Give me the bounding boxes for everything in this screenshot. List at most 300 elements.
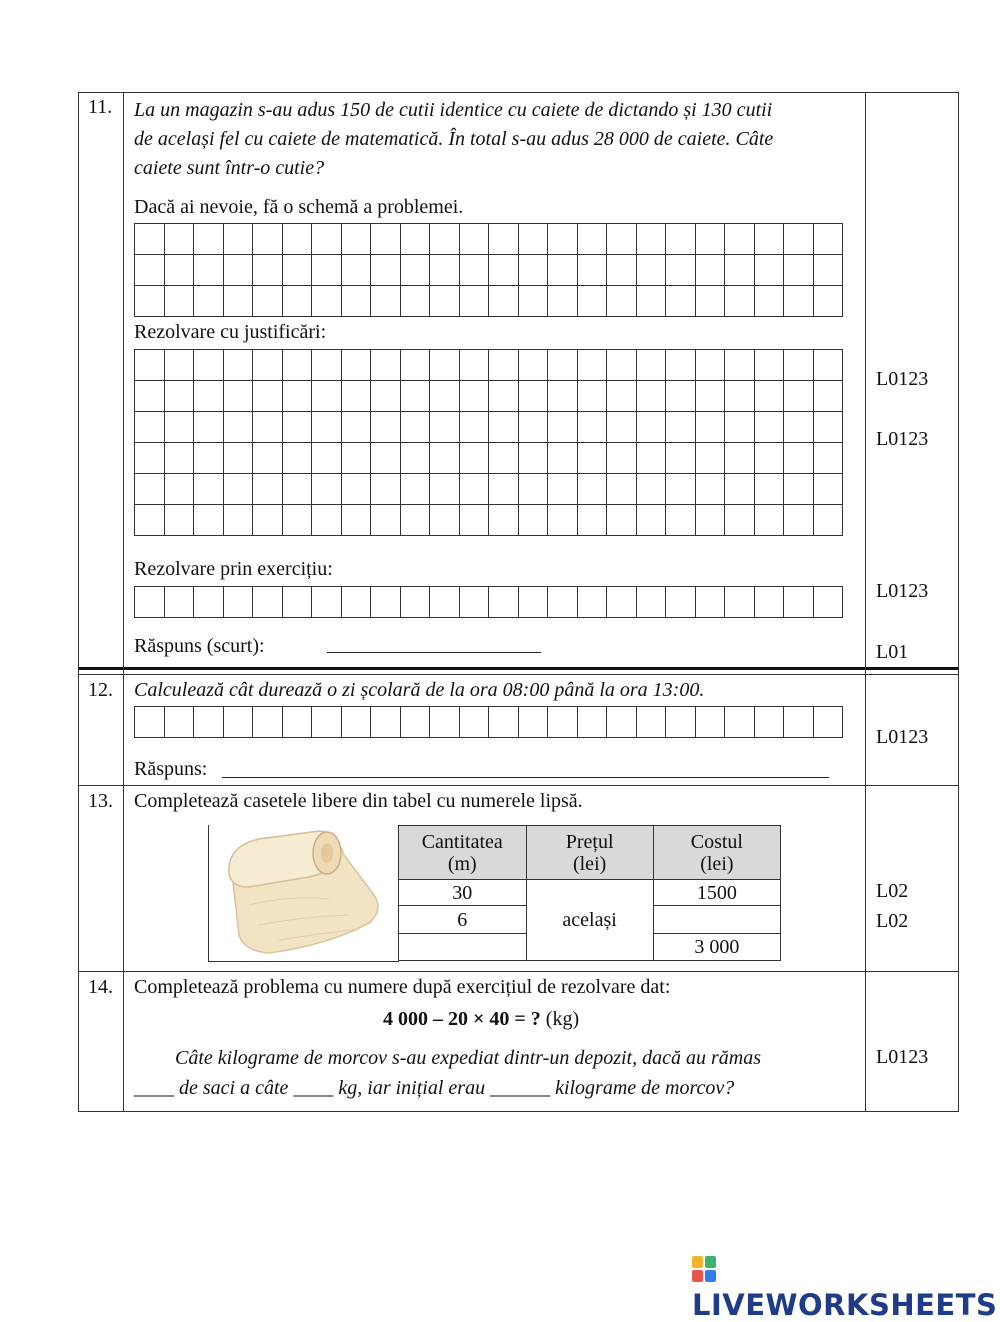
grid-cell[interactable]	[253, 505, 283, 536]
grid-cell[interactable]	[813, 350, 843, 381]
grid-cell[interactable]	[695, 381, 725, 412]
grid-cell[interactable]	[341, 381, 371, 412]
grid-cell[interactable]	[312, 474, 342, 505]
grid-cell[interactable]	[459, 286, 489, 317]
grid-cell[interactable]	[223, 443, 253, 474]
q13-number: 13.	[88, 790, 113, 812]
grid-cell[interactable]	[607, 224, 637, 255]
grid-cell[interactable]	[459, 412, 489, 443]
grid-cell[interactable]	[194, 707, 224, 738]
grid-cell[interactable]	[636, 412, 666, 443]
grid-cell[interactable]	[577, 474, 607, 505]
q13-table	[398, 825, 781, 961]
grid-cell[interactable]	[135, 255, 165, 286]
grid-cell[interactable]	[725, 587, 755, 618]
grid-cell[interactable]	[577, 505, 607, 536]
grid-cell[interactable]	[607, 381, 637, 412]
grid-cell[interactable]	[784, 224, 814, 255]
grid-cell[interactable]	[607, 587, 637, 618]
grid-cell[interactable]	[341, 474, 371, 505]
grid-cell[interactable]	[636, 381, 666, 412]
grid-cell[interactable]	[754, 286, 784, 317]
grid-cell[interactable]	[194, 412, 224, 443]
q11-justify-grid[interactable]	[134, 349, 843, 536]
grid-cell[interactable]	[400, 587, 430, 618]
grid-cell[interactable]	[194, 587, 224, 618]
grid-cell[interactable]	[666, 224, 696, 255]
grid-cell[interactable]	[341, 443, 371, 474]
grid-cell[interactable]	[725, 286, 755, 317]
grid-cell[interactable]	[371, 587, 401, 618]
grid-cell[interactable]	[459, 255, 489, 286]
grid-cell[interactable]	[194, 474, 224, 505]
q11-score-3: L0123	[876, 580, 929, 602]
grid-cell[interactable]	[754, 350, 784, 381]
grid-cell[interactable]	[607, 707, 637, 738]
grid-cell[interactable]	[695, 286, 725, 317]
grid-cell[interactable]	[341, 505, 371, 536]
grid-cell[interactable]	[223, 255, 253, 286]
grid-cell[interactable]	[400, 350, 430, 381]
grid-cell[interactable]	[312, 587, 342, 618]
grid-cell[interactable]	[164, 381, 194, 412]
grid-cell[interactable]	[695, 474, 725, 505]
grid-cell[interactable]	[695, 350, 725, 381]
grid-cell[interactable]	[282, 505, 312, 536]
grid-cell[interactable]	[253, 707, 283, 738]
grid-cell[interactable]	[695, 443, 725, 474]
grid-cell[interactable]	[725, 443, 755, 474]
grid-cell[interactable]	[518, 412, 548, 443]
grid-cell[interactable]	[253, 381, 283, 412]
grid-cell[interactable]	[784, 474, 814, 505]
grid-cell[interactable]	[430, 587, 460, 618]
grid-cell[interactable]	[636, 505, 666, 536]
grid-cell[interactable]	[371, 255, 401, 286]
grid-cell[interactable]	[135, 587, 165, 618]
grid-cell[interactable]	[518, 381, 548, 412]
grid-cell[interactable]	[754, 474, 784, 505]
q11-answer-label: Răspuns (scurt):	[134, 635, 265, 657]
grid-cell[interactable]	[754, 587, 784, 618]
grid-cell[interactable]	[489, 474, 519, 505]
grid-cell[interactable]	[371, 381, 401, 412]
cell-price-same: același	[526, 880, 653, 961]
q14-score: L0123	[876, 1046, 929, 1068]
grid-cell[interactable]	[223, 587, 253, 618]
grid-cell[interactable]	[518, 587, 548, 618]
grid-cell[interactable]	[666, 381, 696, 412]
q13-score-2: L02	[876, 910, 909, 932]
grid-cell[interactable]	[282, 224, 312, 255]
grid-cell[interactable]	[607, 505, 637, 536]
grid-cell[interactable]	[223, 474, 253, 505]
grid-cell[interactable]	[666, 286, 696, 317]
liveworksheets-logo-icon	[692, 1256, 718, 1284]
grid-cell[interactable]	[666, 443, 696, 474]
grid-cell[interactable]	[548, 474, 578, 505]
grid-cell[interactable]	[400, 255, 430, 286]
header-cost: Costul (lei)	[653, 826, 780, 880]
grid-cell[interactable]	[577, 381, 607, 412]
cell-quantity-3-input[interactable]	[399, 934, 527, 961]
grid-cell[interactable]	[489, 224, 519, 255]
grid-cell[interactable]	[607, 286, 637, 317]
grid-cell[interactable]	[666, 707, 696, 738]
grid-cell[interactable]	[725, 350, 755, 381]
grid-cell[interactable]	[430, 381, 460, 412]
grid-cell[interactable]	[666, 412, 696, 443]
grid-cell[interactable]	[194, 255, 224, 286]
grid-cell[interactable]	[489, 381, 519, 412]
grid-cell[interactable]	[813, 443, 843, 474]
grid-cell[interactable]	[577, 286, 607, 317]
header-price: Prețul (lei)	[526, 826, 653, 880]
grid-cell[interactable]	[371, 474, 401, 505]
grid-cell[interactable]	[341, 255, 371, 286]
grid-cell[interactable]	[253, 412, 283, 443]
grid-cell[interactable]	[459, 443, 489, 474]
grid-cell[interactable]	[282, 474, 312, 505]
grid-cell[interactable]	[548, 286, 578, 317]
q12-score: L0123	[876, 726, 929, 748]
grid-cell[interactable]	[223, 286, 253, 317]
grid-cell[interactable]	[813, 412, 843, 443]
grid-cell[interactable]	[695, 707, 725, 738]
grid-cell[interactable]	[400, 381, 430, 412]
grid-cell[interactable]	[253, 587, 283, 618]
grid-cell[interactable]	[400, 286, 430, 317]
grid-cell[interactable]	[253, 255, 283, 286]
q11-schema-label: Dacă ai nevoie, fă o schemă a problemei.	[134, 196, 464, 218]
grid-cell[interactable]	[666, 474, 696, 505]
grid-cell[interactable]	[164, 286, 194, 317]
grid-cell[interactable]	[459, 505, 489, 536]
grid-cell[interactable]	[607, 255, 637, 286]
grid-cell[interactable]	[371, 707, 401, 738]
grid-cell[interactable]	[518, 474, 548, 505]
grid-cell[interactable]	[430, 350, 460, 381]
grid-cell[interactable]	[341, 707, 371, 738]
q14-formula-expression: 4 000 – 20 × 40 = ?	[383, 1008, 541, 1030]
grid-cell[interactable]	[666, 350, 696, 381]
grid-cell[interactable]	[341, 412, 371, 443]
grid-cell[interactable]	[223, 224, 253, 255]
grid-cell[interactable]	[312, 381, 342, 412]
grid-cell[interactable]	[430, 255, 460, 286]
grid-cell[interactable]	[725, 474, 755, 505]
grid-cell[interactable]	[430, 412, 460, 443]
grid-cell[interactable]	[607, 474, 637, 505]
grid-cell[interactable]	[813, 286, 843, 317]
grid-cell[interactable]	[282, 443, 312, 474]
grid-cell[interactable]	[518, 224, 548, 255]
grid-cell[interactable]	[164, 707, 194, 738]
q14-formula	[383, 1008, 579, 1031]
grid-cell[interactable]	[813, 505, 843, 536]
grid-cell[interactable]	[371, 505, 401, 536]
grid-cell[interactable]	[784, 443, 814, 474]
grid-cell[interactable]	[312, 412, 342, 443]
grid-cell[interactable]	[607, 350, 637, 381]
q11-score-2: L0123	[876, 428, 929, 450]
grid-cell[interactable]	[164, 474, 194, 505]
grid-cell[interactable]	[400, 412, 430, 443]
grid-cell[interactable]	[371, 443, 401, 474]
q12-work-grid[interactable]	[134, 706, 843, 738]
grid-cell[interactable]	[607, 412, 637, 443]
grid-cell[interactable]	[754, 224, 784, 255]
grid-cell[interactable]	[695, 412, 725, 443]
grid-cell[interactable]	[813, 474, 843, 505]
grid-cell[interactable]	[430, 443, 460, 474]
q13-bottom-border	[78, 971, 959, 972]
grid-cell[interactable]	[282, 381, 312, 412]
grid-cell[interactable]	[489, 412, 519, 443]
grid-cell[interactable]	[430, 224, 460, 255]
grid-cell[interactable]	[489, 443, 519, 474]
grid-cell[interactable]	[312, 255, 342, 286]
grid-cell[interactable]	[164, 505, 194, 536]
grid-cell[interactable]	[754, 443, 784, 474]
grid-cell[interactable]	[253, 350, 283, 381]
grid-cell[interactable]	[813, 381, 843, 412]
grid-cell[interactable]	[253, 224, 283, 255]
grid-cell[interactable]	[636, 587, 666, 618]
grid-cell[interactable]	[548, 505, 578, 536]
grid-cell[interactable]	[459, 350, 489, 381]
grid-cell[interactable]	[548, 255, 578, 286]
grid-cell[interactable]	[784, 707, 814, 738]
grid-cell[interactable]	[312, 443, 342, 474]
cell-quantity-1: 30	[399, 880, 527, 906]
header-quantity: Cantitatea (m)	[399, 826, 527, 880]
grid-cell[interactable]	[282, 707, 312, 738]
grid-cell[interactable]	[194, 350, 224, 381]
cell-cost-2-input[interactable]	[653, 906, 780, 934]
grid-cell[interactable]	[577, 412, 607, 443]
q11-answer-field[interactable]	[327, 652, 541, 653]
grid-cell[interactable]	[400, 443, 430, 474]
grid-cell[interactable]	[164, 587, 194, 618]
grid-cell[interactable]	[164, 255, 194, 286]
grid-cell[interactable]	[784, 350, 814, 381]
grid-cell[interactable]	[636, 707, 666, 738]
grid-cell[interactable]	[518, 505, 548, 536]
grid-cell[interactable]	[341, 224, 371, 255]
q13-score-1: L02	[876, 880, 909, 902]
grid-cell[interactable]	[577, 255, 607, 286]
grid-cell[interactable]	[135, 286, 165, 317]
grid-cell[interactable]	[312, 224, 342, 255]
grid-cell[interactable]	[813, 224, 843, 255]
grid-cell[interactable]	[725, 707, 755, 738]
grid-cell[interactable]	[253, 286, 283, 317]
grid-cell[interactable]	[636, 350, 666, 381]
grid-cell[interactable]	[400, 707, 430, 738]
grid-cell[interactable]	[489, 707, 519, 738]
grid-cell[interactable]	[518, 443, 548, 474]
grid-cell[interactable]	[784, 505, 814, 536]
grid-cell[interactable]	[636, 286, 666, 317]
grid-cell[interactable]	[518, 286, 548, 317]
grid-cell[interactable]	[577, 707, 607, 738]
grid-cell[interactable]	[813, 707, 843, 738]
grid-cell[interactable]	[784, 255, 814, 286]
grid-cell[interactable]	[518, 350, 548, 381]
grid-cell[interactable]	[282, 412, 312, 443]
grid-cell[interactable]	[371, 224, 401, 255]
grid-cell[interactable]	[341, 350, 371, 381]
grid-cell[interactable]	[489, 286, 519, 317]
grid-cell[interactable]	[548, 224, 578, 255]
grid-cell[interactable]	[666, 255, 696, 286]
grid-cell[interactable]	[725, 505, 755, 536]
grid-cell[interactable]	[577, 587, 607, 618]
grid-cell[interactable]	[636, 255, 666, 286]
grid-cell[interactable]	[754, 707, 784, 738]
grid-cell[interactable]	[548, 412, 578, 443]
grid-cell[interactable]	[223, 350, 253, 381]
number-column-divider	[123, 92, 124, 1112]
grid-cell[interactable]	[754, 381, 784, 412]
grid-cell[interactable]	[518, 707, 548, 738]
grid-cell[interactable]	[282, 587, 312, 618]
grid-cell[interactable]	[725, 224, 755, 255]
grid-cell[interactable]	[194, 224, 224, 255]
grid-cell[interactable]	[548, 381, 578, 412]
grid-cell[interactable]	[135, 505, 165, 536]
grid-cell[interactable]	[813, 255, 843, 286]
grid-cell[interactable]	[194, 443, 224, 474]
grid-cell[interactable]	[312, 350, 342, 381]
grid-cell[interactable]	[223, 707, 253, 738]
grid-cell[interactable]	[754, 505, 784, 536]
grid-cell[interactable]	[695, 224, 725, 255]
grid-cell[interactable]	[548, 587, 578, 618]
grid-cell[interactable]	[135, 412, 165, 443]
grid-cell[interactable]	[725, 255, 755, 286]
grid-cell[interactable]	[282, 255, 312, 286]
grid-cell[interactable]	[312, 707, 342, 738]
grid-cell[interactable]	[135, 707, 165, 738]
grid-cell[interactable]	[400, 224, 430, 255]
grid-cell[interactable]	[223, 505, 253, 536]
grid-cell[interactable]	[400, 505, 430, 536]
grid-cell[interactable]	[489, 350, 519, 381]
grid-cell[interactable]	[282, 286, 312, 317]
grid-cell[interactable]	[164, 350, 194, 381]
grid-cell[interactable]	[754, 412, 784, 443]
score-column-divider	[865, 92, 866, 1112]
q11-exercise-grid[interactable]	[134, 586, 843, 618]
grid-cell[interactable]	[371, 412, 401, 443]
liveworksheets-logo	[692, 1254, 1000, 1322]
grid-cell[interactable]	[253, 443, 283, 474]
grid-cell[interactable]	[253, 474, 283, 505]
grid-cell[interactable]	[666, 587, 696, 618]
grid-cell[interactable]	[577, 224, 607, 255]
grid-cell[interactable]	[164, 412, 194, 443]
grid-cell[interactable]	[223, 381, 253, 412]
grid-cell[interactable]	[135, 224, 165, 255]
grid-cell[interactable]	[666, 505, 696, 536]
grid-cell[interactable]	[636, 224, 666, 255]
grid-cell[interactable]	[548, 350, 578, 381]
grid-cell[interactable]	[341, 587, 371, 618]
grid-cell[interactable]	[489, 255, 519, 286]
q11-schema-grid[interactable]	[134, 223, 843, 317]
q11-number: 11.	[88, 96, 113, 118]
grid-cell[interactable]	[695, 505, 725, 536]
grid-cell[interactable]	[164, 443, 194, 474]
grid-cell[interactable]	[194, 381, 224, 412]
grid-cell[interactable]	[784, 587, 814, 618]
grid-cell[interactable]	[341, 286, 371, 317]
q12-number: 12.	[88, 679, 113, 701]
grid-cell[interactable]	[784, 381, 814, 412]
grid-cell[interactable]	[784, 286, 814, 317]
grid-cell[interactable]	[577, 350, 607, 381]
grid-cell[interactable]	[459, 587, 489, 618]
grid-cell[interactable]	[784, 412, 814, 443]
q11-text	[134, 96, 773, 183]
grid-cell[interactable]	[430, 286, 460, 317]
grid-cell[interactable]	[489, 587, 519, 618]
grid-cell[interactable]	[725, 381, 755, 412]
grid-cell[interactable]	[754, 255, 784, 286]
grid-cell[interactable]	[282, 350, 312, 381]
grid-cell[interactable]	[223, 412, 253, 443]
grid-cell[interactable]	[695, 255, 725, 286]
grid-cell[interactable]	[371, 350, 401, 381]
grid-cell[interactable]	[548, 443, 578, 474]
grid-cell[interactable]	[459, 224, 489, 255]
grid-cell[interactable]	[194, 286, 224, 317]
q11-score-1: L0123	[876, 368, 929, 390]
grid-cell[interactable]	[813, 587, 843, 618]
q12-answer-field[interactable]	[222, 777, 829, 778]
grid-cell[interactable]	[164, 224, 194, 255]
q14-problem-line-1: Câte kilograme de morcov s-au expediat dintr-un depozit, dacă au rămas	[175, 1047, 761, 1069]
grid-cell[interactable]	[518, 255, 548, 286]
grid-cell[interactable]	[430, 474, 460, 505]
grid-cell[interactable]	[135, 381, 165, 412]
grid-cell[interactable]	[312, 286, 342, 317]
grid-cell[interactable]	[135, 474, 165, 505]
grid-cell[interactable]	[312, 505, 342, 536]
grid-cell[interactable]	[194, 505, 224, 536]
grid-cell[interactable]	[636, 443, 666, 474]
grid-cell[interactable]	[577, 443, 607, 474]
grid-cell[interactable]	[459, 707, 489, 738]
grid-cell[interactable]	[371, 286, 401, 317]
grid-cell[interactable]	[548, 707, 578, 738]
grid-cell[interactable]	[400, 474, 430, 505]
grid-cell[interactable]	[725, 412, 755, 443]
grid-cell[interactable]	[430, 505, 460, 536]
grid-cell[interactable]	[636, 474, 666, 505]
grid-cell[interactable]	[459, 381, 489, 412]
q11-text-line-3: caiete sunt într-o cutie?	[134, 157, 325, 179]
grid-cell[interactable]	[695, 587, 725, 618]
grid-cell[interactable]	[135, 350, 165, 381]
grid-cell[interactable]	[135, 443, 165, 474]
grid-cell[interactable]	[607, 443, 637, 474]
grid-cell[interactable]	[489, 505, 519, 536]
grid-cell[interactable]	[459, 474, 489, 505]
grid-cell[interactable]	[430, 707, 460, 738]
